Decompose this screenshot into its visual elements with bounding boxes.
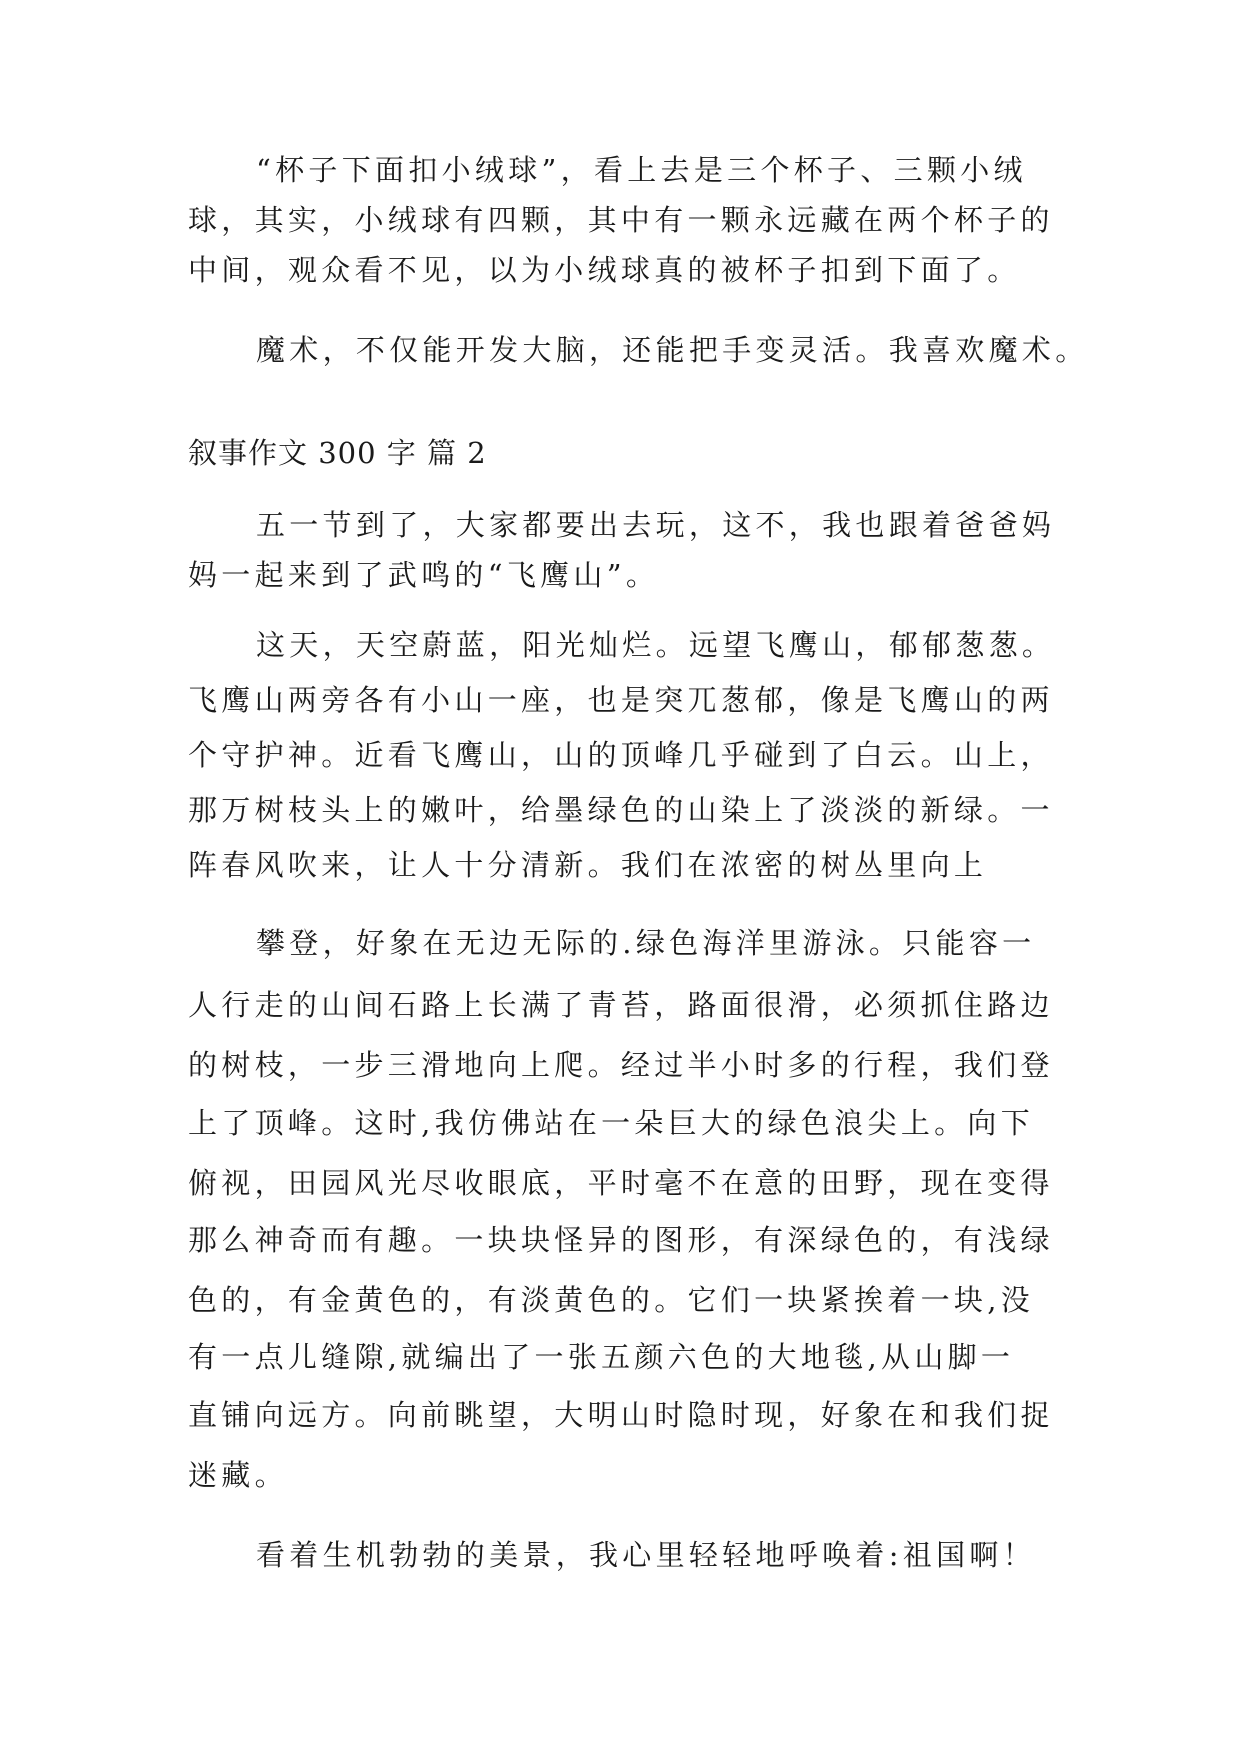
text-line: 那么神奇而有趣。一块块怪异的图形，有深绿色的，有浅绿 [188, 1223, 1054, 1257]
text-line: 人行走的山间石路上长满了青苔，路面很滑，必须抓住路边 [188, 988, 1054, 1022]
text-line: “杯子下面扣小绒球”，看上去是三个杯子、三颗小绒 [256, 153, 1027, 187]
text-line: 色的，有金黄色的，有淡黄色的。它们一块紧挨着一块,没 [188, 1283, 1035, 1317]
text-line: 直铺向远方。向前眺望，大明山时隐时现，好象在和我们捉 [188, 1398, 1054, 1432]
text-line: 的树枝，一步三滑地向上爬。经过半小时多的行程，我们登 [188, 1048, 1054, 1082]
text-line: 阵春风吹来，让人十分清新。我们在浓密的树丛里向上 [188, 848, 988, 882]
text-line: 中间，观众看不见，以为小绒球真的被杯子扣到下面了。 [188, 253, 1021, 287]
text-line: 妈一起来到了武鸣的“飞鹰山”。 [188, 558, 660, 592]
text-line: 看着生机勃勃的美景，我心里轻轻地呼唤着:祖国啊！ [256, 1538, 1036, 1572]
text-line: 攀登，好象在无边无际的.绿色海洋里游泳。只能容一 [256, 926, 1036, 960]
section-heading: 叙事作文 300 字 篇 2 [188, 436, 487, 470]
text-line: 飞鹰山两旁各有小山一座，也是突兀葱郁，像是飞鹰山的两 [188, 683, 1054, 717]
text-line: 这天，天空蔚蓝，阳光灿烂。远望飞鹰山，郁郁葱葱。 [256, 628, 1056, 662]
text-line: 上了顶峰。这时,我仿佛站在一朵巨大的绿色浪尖上。向下 [188, 1106, 1035, 1140]
text-line: 球，其实，小绒球有四颗，其中有一颗永远藏在两个杯子的 [188, 203, 1054, 237]
text-line: 个守护神。近看飞鹰山，山的顶峰几乎碰到了白云。山上， [188, 738, 1054, 772]
text-line: 那万树枝头上的嫩叶，给墨绿色的山染上了淡淡的新绿。一 [188, 793, 1054, 827]
text-line: 有一点儿缝隙,就编出了一张五颜六色的大地毯,从山脚一 [188, 1340, 1015, 1374]
text-line: 迷藏。 [188, 1458, 288, 1492]
text-line: 俯视，田园风光尽收眼底，平时毫不在意的田野，现在变得 [188, 1166, 1054, 1200]
text-line: 五一节到了，大家都要出去玩，这不，我也跟着爸爸妈 [256, 508, 1056, 542]
text-line: 魔术，不仅能开发大脑，还能把手变灵活。我喜欢魔术。 [256, 333, 1089, 367]
